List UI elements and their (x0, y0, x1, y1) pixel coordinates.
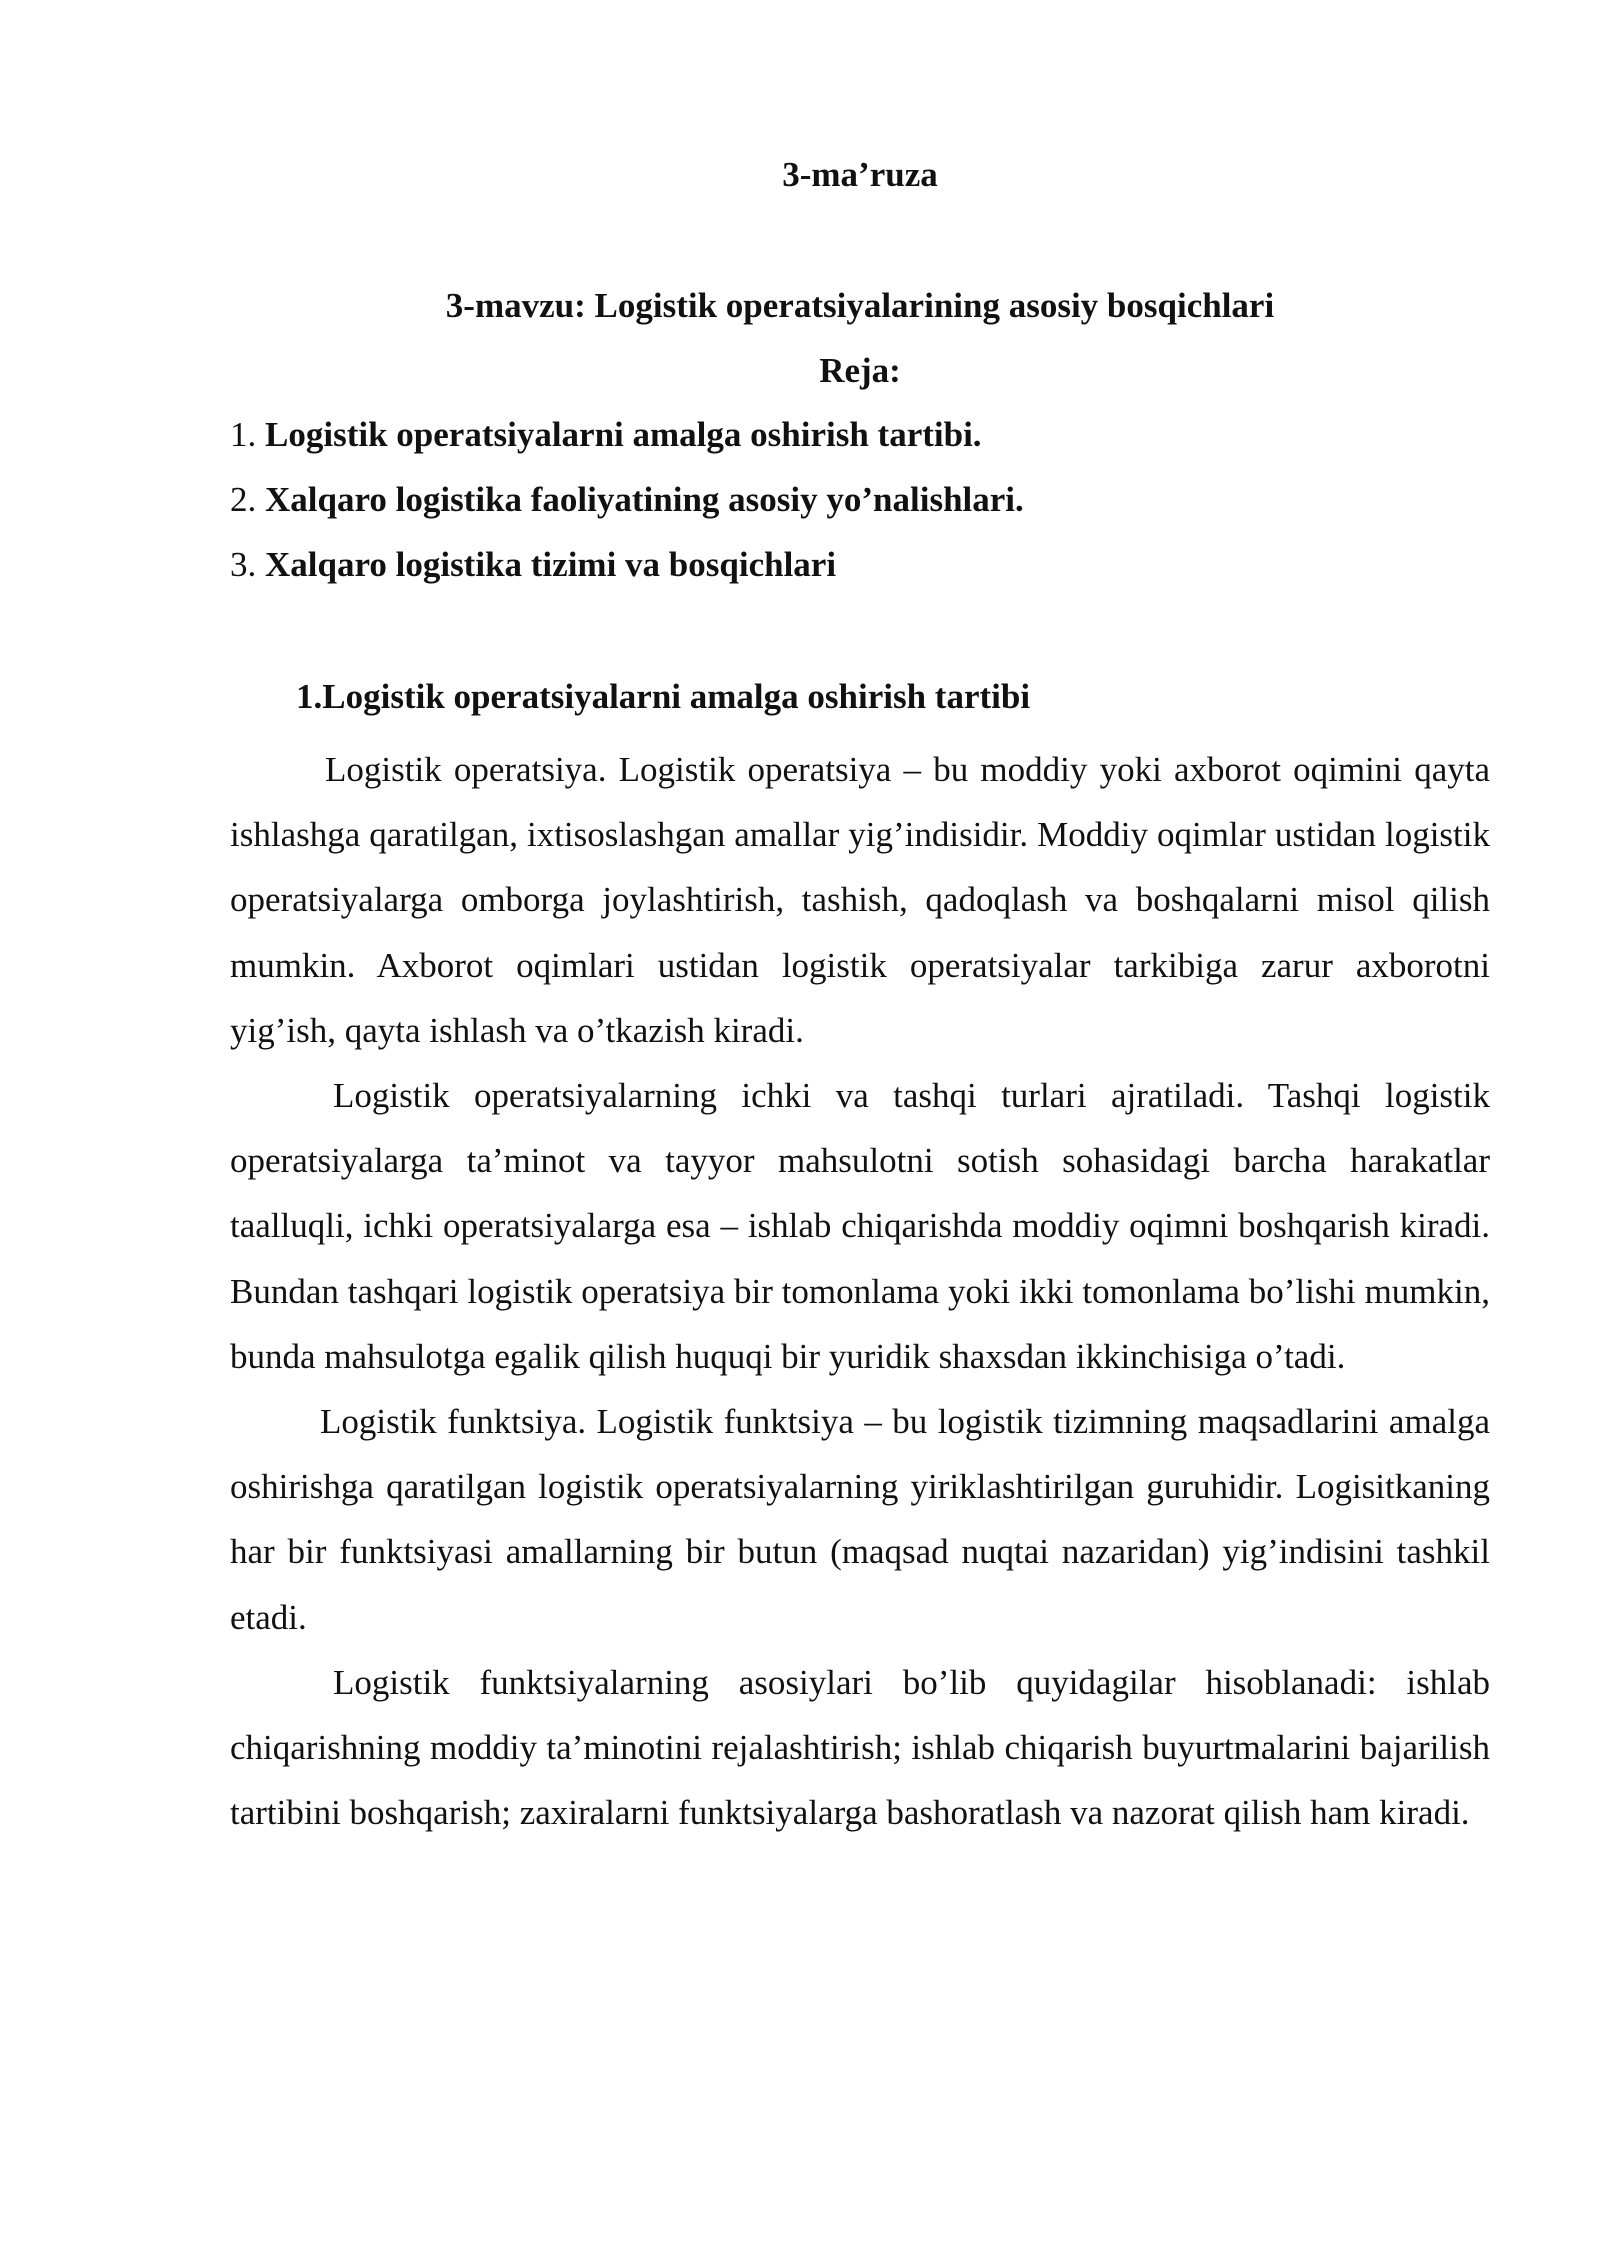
plan-item-number: 1. (230, 415, 257, 454)
plan-list (230, 410, 1490, 605)
section-heading: 1.Logistik operatsiyalarni amalga oshirish tartibi (296, 677, 1031, 716)
plan-item-text: Xalqaro logistika tizimi va bosqichlari (265, 545, 837, 584)
body-paragraph: Logistik funktsiyalarning asosiylari bo’lib quyidagilar hisoblanadi: ishlab chiqarishning moddiy ta’minotini rejalashtirish; ishlab chiqarish buyurtmalarini bajarilish tartibini boshqarish; zaxiralarni funktsiyalarga bashoratlash va nazorat qilish ham kiradi. (230, 1662, 1490, 1833)
plan-item-text: Logistik operatsiyalarni amalga oshirish tartibi. (265, 415, 982, 454)
body-paragraph: Logistik operatsiya. Logistik operatsiya – bu moddiy yoki axborot oqimini qayta ishlashga qaratilgan, ixtisoslashgan amallar yig’indisidir. Moddiy oqimlar ustidan logistik operatsiyalarga omborga joylashtirish, tashish, qadoqlash va boshqalarni misol qilish mumkin. Axborot oqimlari ustidan logistik operatsiyalar tarkibiga zarur axborotni yig’ish, qayta ishlash va o’tkazish kiradi. (230, 750, 1490, 1050)
topic-title: 3-mavzu: Logistik operatsiyalarining asosiy bosqichlari (445, 286, 1275, 325)
body-paragraph: Logistik funktsiya. Logistik funktsiya – bu logistik tizimning maqsadlarini amalga oshirishga qaratilgan logistik operatsiyalarning yiriklashtirilgan guruhidir. Logisitkaning har bir funktsiyasi amallarning bir butun (maqsad nuqtai nazaridan) yig’indisini tashkil etadi. (230, 1402, 1490, 1637)
body-paragraph: Logistik operatsiyalarning ichki va tashqi turlari ajratiladi. Tashqi logistik operatsiyalarga ta’minot va tayyor mahsulotni sotish sohasidagi barcha harakatlar taalluqli, ichki operatsiyalarga esa – ishlab chiqarishda moddiy oqimni boshqarish kiradi. Bundan tashqari logistik operatsiya bir tomonlama yoki ikki tomonlama bo’lishi mumkin, bunda mahsulotga egalik qilish huquqi bir yuridik shaxsdan ikkinchisiga o’tadi. (230, 1076, 1490, 1376)
plan-item-number: 2. (230, 480, 257, 519)
plan-item (230, 410, 1490, 475)
section-body (230, 737, 1490, 1845)
plan-item (230, 540, 1490, 605)
plan-title: Reja: (819, 351, 901, 390)
lecture-title: 3-ma’ruza (782, 155, 938, 194)
plan-item (230, 475, 1490, 540)
plan-item-text: Xalqaro logistika faoliyatining asosiy yo’nalishlari. (265, 480, 1024, 519)
plan-item-number: 3. (230, 545, 257, 584)
